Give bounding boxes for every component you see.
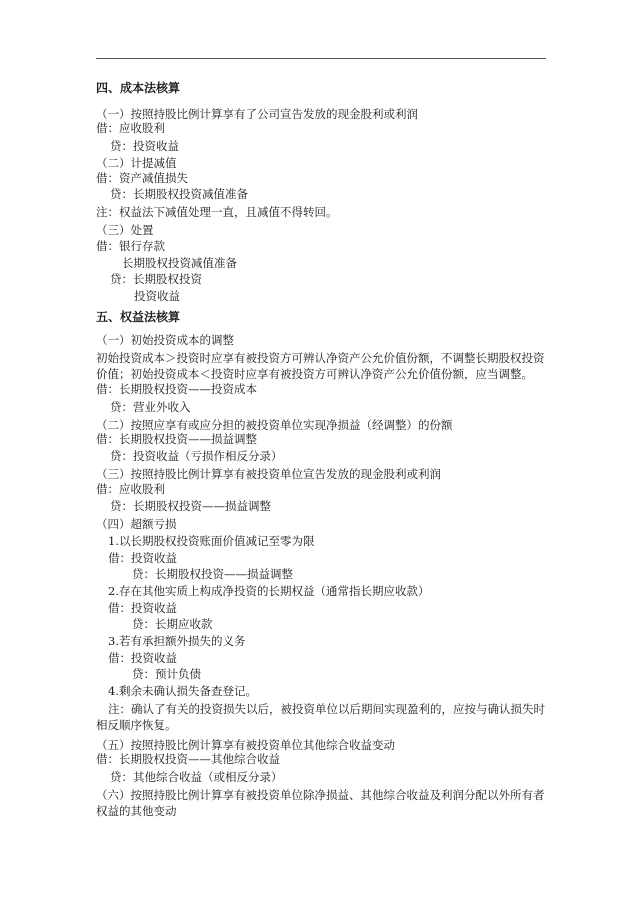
text-line: 注：确认了有关的投资损失以后，被投资单位以后期间实现盈利的，应按与确认损失时 (108, 702, 545, 716)
text-line: 借：投资收益 (108, 601, 177, 615)
text-line: 3.若有承担额外损失的义务 (108, 634, 246, 648)
text-line: 投资收益 (134, 289, 180, 303)
text-line: 借：应收股利 (96, 121, 165, 135)
text-line: 借：银行存款 (96, 239, 165, 253)
text-line: 借：投资收益 (108, 551, 177, 565)
text-line: 借：长期股权投资——投资成本 (96, 382, 257, 396)
text-line: 权益的其他变动 (96, 804, 177, 818)
text-line: 贷：长期股权投资 (110, 272, 202, 286)
section-heading: 五、权益法核算 (96, 310, 181, 324)
text-line: 贷：其他综合收益（或相反分录） (110, 770, 283, 784)
text-line: 注：权益法下减值处理一直，且减值不得转回。 (96, 205, 338, 219)
text-line: 借：长期股权投资——损益调整 (96, 432, 257, 446)
text-line: 长期股权投资减值准备 (122, 256, 237, 270)
text-line: （二）按照应享有或应分担的被投资单位实现净损益（经调整）的份额 (96, 418, 453, 432)
text-line: 贷：预计负债 (132, 667, 201, 681)
text-line: 借：资产减值损失 (96, 171, 188, 185)
text-line: 初始投资成本＞投资时应享有被投资方可辨认净资产公允价值份额，不调整长期股权投资 (96, 351, 545, 365)
text-line: 2.存在其他实质上构成净投资的长期权益（通常指长期应收款） (108, 584, 430, 598)
text-line: 贷：长期股权投资——损益调整 (110, 499, 271, 513)
text-line: （三）按照持股比例计算享有被投资单位宣告发放的现金股利或利润 (96, 467, 441, 481)
text-line: 贷：长期应收款 (132, 617, 213, 631)
text-line: 贷：长期股权投资减值准备 (110, 187, 248, 201)
text-line: （四）超额亏损 (96, 517, 177, 531)
text-line: 价值；初始投资成本＜投资时应享有被投资方可辨认净资产公允价值份额，应当调整。 (96, 367, 533, 381)
text-line: 1.以长期股权投资账面价值减记至零为限 (108, 534, 315, 548)
text-line: 借：投资收益 (108, 651, 177, 665)
text-line: 借：应收股利 (96, 482, 165, 496)
text-line: 相反顺序恢复。 (96, 718, 177, 732)
text-line: （五）按照持股比例计算享有被投资单位其他综合收益变动 (96, 738, 395, 752)
section-heading: 四、成本法核算 (96, 81, 181, 95)
text-line: 贷：投资收益 (110, 139, 179, 153)
text-line: 贷：营业外收入 (110, 400, 191, 414)
text-line: （一）初始投资成本的调整 (96, 333, 234, 347)
text-line: （三）处置 (96, 223, 154, 237)
text-line: （一）按照持股比例计算享有了公司宣告发放的现金股利或利润 (96, 107, 418, 121)
text-line: （六）按照持股比例计算享有被投资单位除净损益、其他综合收益及利润分配以外所有者 (96, 788, 545, 802)
text-line: （二）计提减值 (96, 156, 177, 170)
header-rule (96, 58, 546, 59)
text-line: 4.剩余未确认损失备查登记。 (108, 684, 257, 698)
text-line: 贷：长期股权投资——损益调整 (132, 567, 293, 581)
text-line: 借：长期股权投资——其他综合收益 (96, 752, 280, 766)
text-line: 贷：投资收益（亏损作相反分录） (110, 449, 283, 463)
